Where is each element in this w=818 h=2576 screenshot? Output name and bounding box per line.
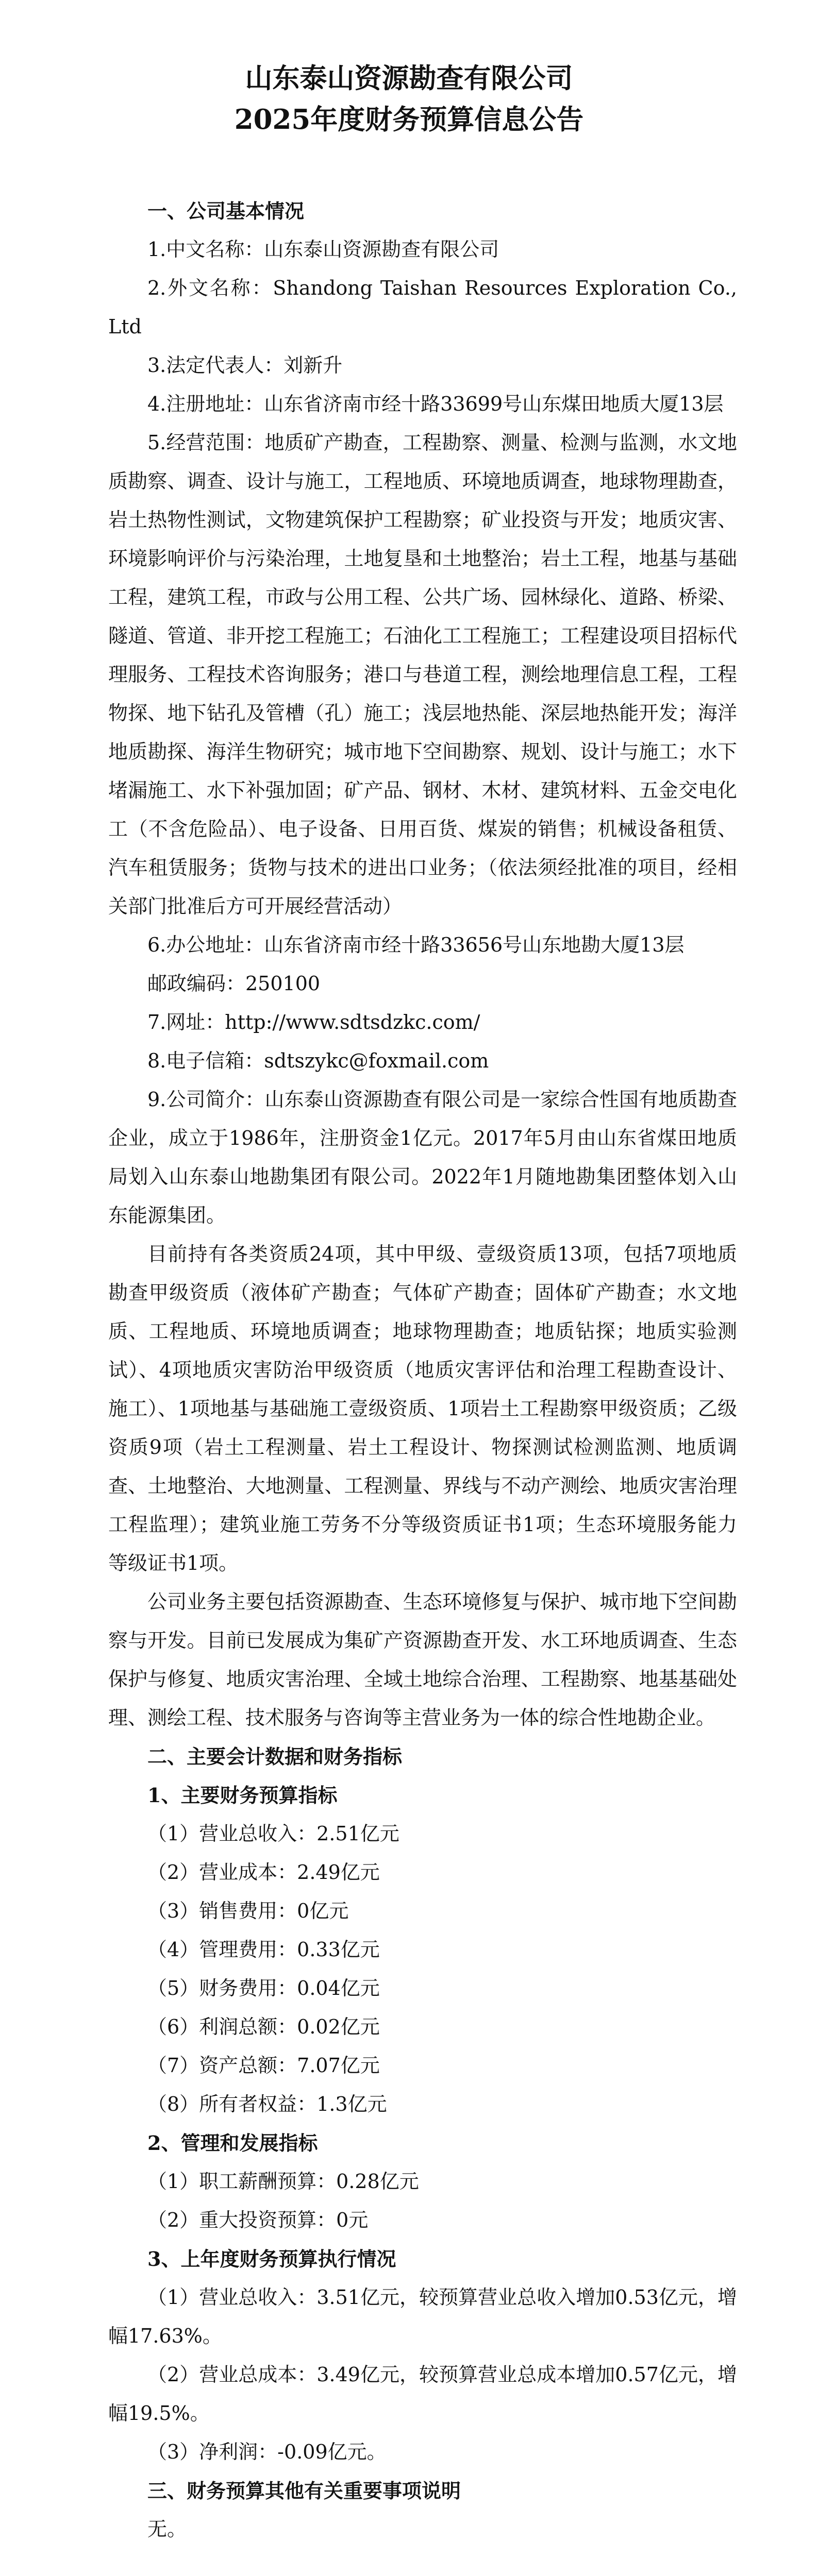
- paragraph-business-overview: 公司业务主要包括资源勘查、生态环境修复与保护、城市地下空间勘察与开发。目前已发展成为集矿产资源勘查开发、水工环地质调查、生态保护与修复、地质灾害治理、全域土地综合治理、工程勘察、地基基础处理、测绘工程、技术服务与咨询等主营业务为一体的综合性地勘企业。: [108, 1590, 737, 1729]
- section-heading-accounting-data: 二、主要会计数据和财务指标: [147, 1745, 403, 1768]
- paragraph-postal-code: 邮政编码：250100: [147, 972, 321, 995]
- list-item-payroll-budget: （1）职工薪酬预算：0.28亿元: [147, 2170, 419, 2193]
- document-title-line1: 山东泰山资源勘查有限公司: [245, 62, 573, 94]
- paragraph-business-scope: 5.经营范围：地质矿产勘查，工程勘察、测量、检测与监测，水文地质勘察、调查、设计与施工，工程地质、环境地质调查，地球物理勘查，岩土热物性测试，文物建筑保护工程勘察；矿业投资与开发；地质灾害、环境影响评价与污染治理，土地复垦和土地整治；岩土工程，地基与基础工程，建筑工程，市政与公用工程、公共广场、园林绿化、道路、桥梁、隧道、管道、非开挖工程施工；石油化工工程施工；工程建设项目招标代理服务、工程技术咨询服务；港口与巷道工程，测绘地理信息工程，工程物探、地下钻孔及管槽（孔）施工；浅层地热能、深层地热能开发；海洋地质勘探、海洋生物研究；城市地下空间勘察、规划、设计与施工；水下堵漏施工、水下补强加固；矿产品、钢材、木材、建筑材料、五金交电化工（不含危险品）、电子设备、日用百货、煤炭的销售；机械设备租赁、汽车租赁服务；货物与技术的进出口业务；（依法须经批准的项目，经相关部门批准后方可开展经营活动）: [108, 431, 737, 918]
- paragraph-company-intro: 9.公司简介：山东泰山资源勘查有限公司是一家综合性国有地质勘查企业，成立于1986年，注册资金1亿元。2017年5月由山东省煤田地质局划入山东泰山地勘集团有限公司。2022年1月随地勘集团整体划入山东能源集团。: [108, 1088, 737, 1227]
- paragraph-chinese-name: 1.中文名称：山东泰山资源勘查有限公司: [147, 238, 499, 261]
- list-item-operating-cost: （2）营业成本：2.49亿元: [147, 1861, 380, 1884]
- subheading-budget-indicators: 1、主要财务预算指标: [147, 1784, 338, 1807]
- subheading-management-indicators: 2、管理和发展指标: [147, 2131, 318, 2155]
- list-item-admin-expense: （4）管理费用：0.33亿元: [147, 1938, 380, 1961]
- paragraph-registered-address: 4.注册地址：山东省济南市经十路33699号山东煤田地质大厦13层: [147, 393, 724, 415]
- paragraph-office-address: 6.办公地址：山东省济南市经十路33656号山东地勘大厦13层: [147, 934, 685, 956]
- list-item-total-assets: （7）资产总额：7.07亿元: [147, 2054, 380, 2077]
- paragraph-none: 无。: [147, 2518, 187, 2540]
- list-item-revenue: （1）营业总收入：2.51亿元: [147, 1822, 399, 1845]
- list-item-total-profit: （6）利润总额：0.02亿元: [147, 2015, 380, 2038]
- subheading-prior-year-execution: 3、上年度财务预算执行情况: [147, 2247, 396, 2270]
- list-item-investment-budget: （2）重大投资预算：0元: [147, 2209, 369, 2231]
- document-body: [108, 192, 737, 2549]
- section-heading-other-matters: 三、财务预算其他有关重要事项说明: [147, 2479, 461, 2502]
- paragraph-legal-representative: 3.法定代表人：刘新升: [147, 354, 343, 377]
- list-item-selling-expense: （3）销售费用：0亿元: [147, 1900, 349, 1922]
- paragraph-qualifications: 目前持有各类资质24项，其中甲级、壹级资质13项，包括7项地质勘查甲级资质（液体矿产勘查；气体矿产勘查；固体矿产勘查；水文地质、工程地质、环境地质调查；地球物理勘查；地质钻探；地质实验测试）、4项地质灾害防治甲级资质（地质灾害评估和治理工程勘查设计、施工）、1项地基与基础施工壹级资质、1项岩土工程勘察甲级资质；乙级资质9项（岩土工程测量、岩土工程设计、物探测试检测监测、地质调查、土地整治、大地测量、工程测量、界线与不动产测绘、地质灾害治理工程监理）；建筑业施工劳务不分等级资质证书1项；生态环境服务能力等级证书1项。: [108, 1243, 737, 1574]
- document-title-line2: 2025年度财务预算信息公告: [234, 104, 584, 135]
- paragraph-english-name: 2.外文名称：Shandong Taishan Resources Exploration Co., Ltd: [108, 277, 737, 338]
- list-item-finance-expense: （5）财务费用：0.04亿元: [147, 1977, 380, 1999]
- section-heading-company-info: 一、公司基本情况: [147, 199, 305, 223]
- list-item-prior-net-profit: （3）净利润：-0.09亿元。: [147, 2441, 387, 2463]
- list-item-owners-equity: （8）所有者权益：1.3亿元: [147, 2093, 387, 2115]
- list-item-prior-revenue: （1）营业总收入：3.51亿元，较预算营业总收入增加0.53亿元，增幅17.63%。: [108, 2286, 737, 2347]
- paragraph-website: 7.网址：http://www.sdtsdzkc.com/: [147, 1011, 480, 1033]
- list-item-prior-cost: （2）营业总成本：3.49亿元，较预算营业总成本增加0.57亿元，增幅19.5%。: [108, 2363, 737, 2425]
- paragraph-email: 8.电子信箱：sdtszykc@foxmail.com: [147, 1049, 489, 1072]
